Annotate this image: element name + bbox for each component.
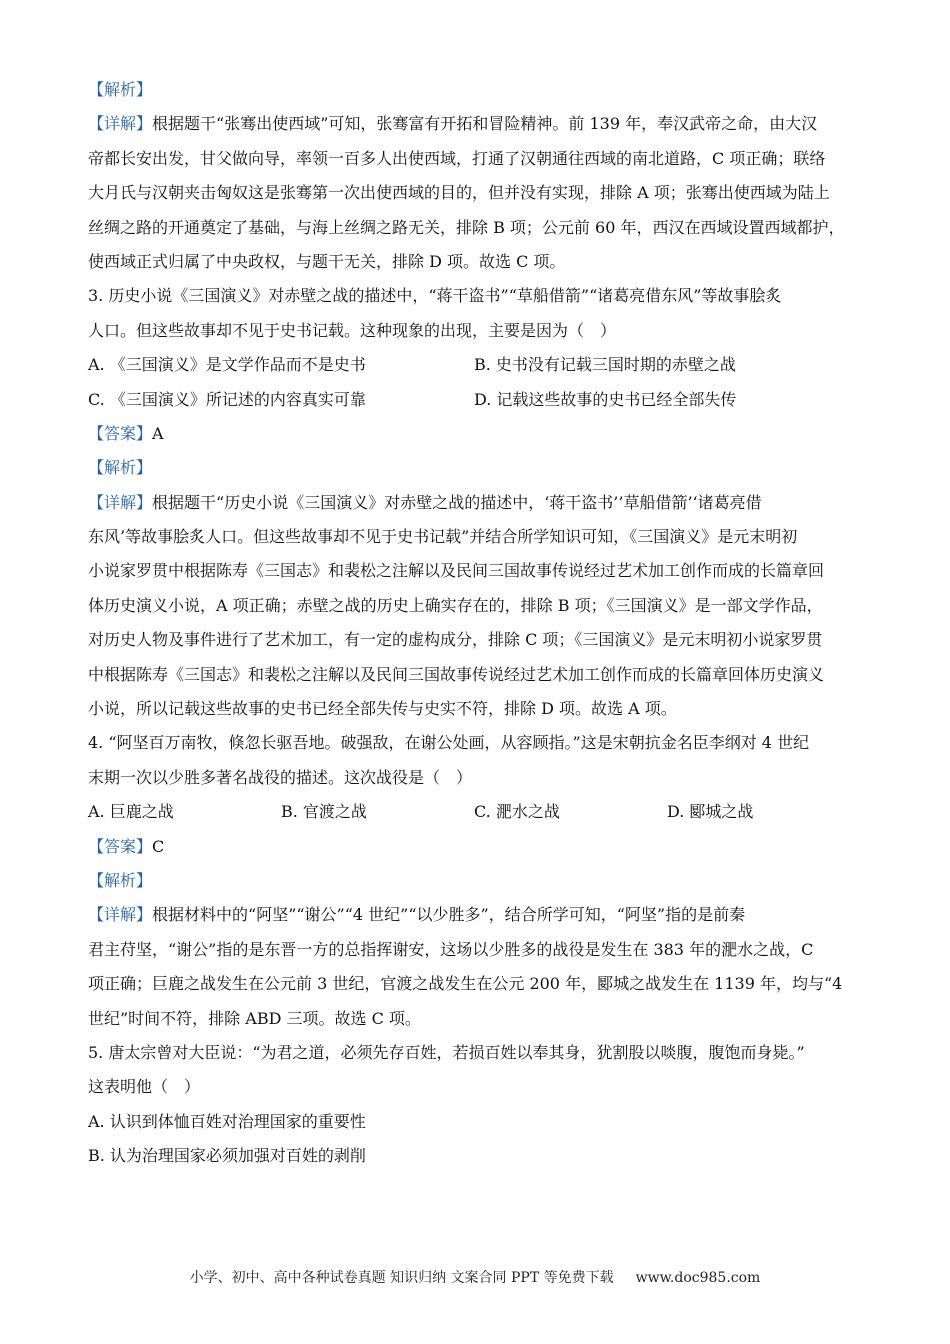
detail-line: 帝都长安出发，甘父做向导，率领一百多人出使西域，打通了汉朝通往西域的南北道路，C 项正确；联络 [88, 148, 826, 168]
question-3-stem: 人口。但这些故事却不见于史书记载。这种现象的出现，主要是因为（ ） [88, 320, 617, 340]
detail-line: 对历史人物及事件进行了艺术加工，有一定的虚构成分，排除 C 项；《三国演义》是元末明初小说家罗贯 [88, 630, 823, 650]
detail-text: 根据题干“张骞出使西域”可知，张骞富有开拓和冒险精神。前 139 年，奉汉武帝之命，由大汉 [152, 114, 818, 134]
detail-line: 小说，所以记载这些故事的史书已经全部失传与史实不符，排除 D 项。故选 A 项。 [88, 699, 677, 719]
detail-tag: 【详解】 [88, 114, 153, 134]
question-3-stem: 3. 历史小说《三国演义》对赤壁之战的描述中，“蒋干盗书”“草船借箭”“诸葛亮借东风”等故事脍炙 [88, 286, 782, 306]
analysis-tag: 【解析】 [88, 458, 153, 478]
page-footer [0, 1267, 950, 1287]
option-b: B. 史书没有记载三国时期的赤壁之战 [474, 355, 736, 375]
analysis-heading [88, 73, 860, 107]
option-b: B. 官渡之战 [281, 802, 367, 822]
answer-value: A [152, 423, 164, 443]
detail-line: 体历史演义小说，A 项正确；赤壁之战的历史上确实存在的，排除 B 项；《三国演义》是一部文学作品， [88, 595, 823, 615]
option-c: C. 淝水之战 [474, 802, 560, 822]
detail-line: 东风’等故事脍炙人口。但这些故事却不见于史书记载”并结合所学知识可知，《三国演义》是元末明初 [88, 527, 798, 547]
analysis-heading [88, 451, 860, 485]
detail-line: 项正确；巨鹿之战发生在公元前 3 世纪，官渡之战发生在公元 200 年，郾城之战发生在 1139 年，均与“4 [88, 974, 843, 994]
question-4-stem: 末期一次以少胜多著名战役的描述。这次战役是（ ） [88, 767, 473, 787]
option-c: C. 《三国演义》所记述的内容真实可靠 [88, 389, 366, 409]
detail-tag: 【详解】 [88, 905, 153, 925]
analysis-tag: 【解析】 [88, 870, 153, 890]
detail-line: 小说家罗贯中根据陈寿《三国志》和裴松之注解以及民间三国故事传说经过艺术加工创作而成的长篇章回 [88, 561, 825, 581]
detail-text: 根据材料中的“阿坚”“谢公”“4 世纪”“以少胜多”，结合所学可知，“阿坚”指的是前秦 [152, 905, 746, 925]
detail-line: 使西域正式归属了中央政权，与题干无关，排除 D 项。故选 C 项。 [88, 251, 566, 271]
detail-line [88, 486, 860, 520]
detail-line: 丝绸之路的开通奠定了基础，与海上丝绸之路无关，排除 B 项；公元前 60 年，西汉在西域设置西域都护， [88, 217, 845, 237]
detail-line [88, 898, 860, 932]
option-a: A. 《三国演义》是文学作品而不是史书 [88, 355, 366, 375]
detail-line: 中根据陈寿《三国志》和裴松之注解以及民间三国故事传说经过艺术加工创作而成的长篇章回体历史演义 [88, 664, 825, 684]
detail-line [88, 107, 860, 141]
answer-line [88, 417, 860, 451]
option-b: B. 认为治理国家必须加强对百姓的剥削 [88, 1146, 366, 1166]
option-d: D. 记载这些故事的史书已经全部失传 [474, 389, 737, 409]
detail-line: 君主苻坚，“谢公”指的是东晋一方的总指挥谢安，这场以少胜多的战役是发生在 383 年的淝水之战，C [88, 939, 814, 959]
page-content [88, 73, 860, 1174]
answer-line [88, 830, 860, 864]
question-3-options-row [88, 383, 860, 417]
option-a: A. 巨鹿之战 [88, 802, 174, 822]
question-4-stem: 4. “阿坚百万南牧，倏忽长驱吾地。破强敌，在谢公处画，从容顾指。”这是宋朝抗金名臣李纲对 4 世纪 [88, 733, 810, 753]
detail-line: 大月氏与汉朝夹击匈奴这是张骞第一次出使西域的目的，但并没有实现，排除 A 项；张骞出使西域为陆上 [88, 183, 830, 203]
answer-tag: 【答案】 [88, 423, 153, 443]
analysis-tag: 【解析】 [88, 80, 153, 99]
footer-text: 小学、初中、高中各种试卷真题 知识归纳 文案合同 PPT 等免费下载 [189, 1270, 614, 1286]
footer-url[interactable]: www.doc985.com [635, 1270, 761, 1286]
detail-line: 世纪”时间不符，排除 ABD 三项。故选 C 项。 [88, 1008, 421, 1028]
option-a: A. 认识到体恤百姓对治理国家的重要性 [88, 1111, 366, 1131]
question-3-options-row [88, 348, 860, 382]
detail-tag: 【详解】 [88, 492, 153, 512]
answer-value: C [152, 836, 165, 856]
question-5-stem: 5. 唐太宗曾对大臣说：“为君之道，必须先存百姓，若损百姓以奉其身，犹割股以啖腹，腹饱而身毙。” [88, 1042, 805, 1062]
detail-text: 根据题干“历史小说《三国演义》对赤壁之战的描述中，‘蒋干盗书’’草船借箭’‘诸葛亮借 [152, 492, 762, 512]
question-5-stem: 这表明他（ ） [88, 1077, 201, 1097]
option-d: D. 郾城之战 [667, 802, 754, 822]
analysis-heading [88, 864, 860, 898]
answer-tag: 【答案】 [88, 836, 153, 856]
question-4-options-row [88, 795, 860, 829]
